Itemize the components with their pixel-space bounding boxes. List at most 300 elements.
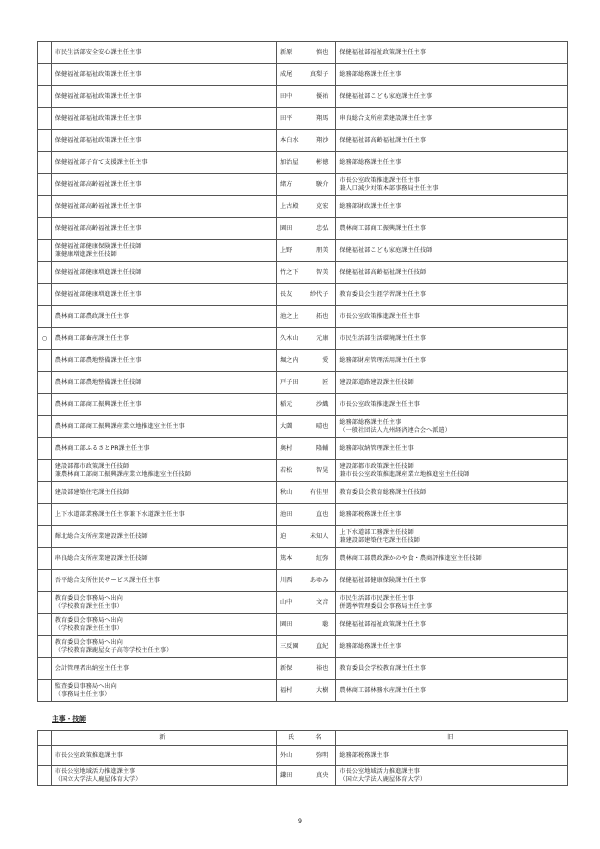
old-position-cell: [336, 570, 568, 592]
old-position-line: 保健福祉部高齢福祉課主任主事: [339, 136, 427, 144]
old-position-cell: [336, 746, 568, 766]
table-row: [38, 548, 568, 570]
family-name: 竹之下: [279, 268, 299, 276]
table-row: [38, 438, 568, 460]
new-position-line: 保健福祉部健康増進課主任技師: [54, 268, 142, 276]
family-name: 池田: [279, 510, 293, 518]
new-position-line: 市長公室地域活力推進課主事: [54, 767, 136, 775]
old-position-line: 総務部税務課主任主事: [339, 510, 402, 518]
table-row: [38, 240, 568, 262]
personnel-table: [37, 41, 568, 702]
new-position-cell: [51, 766, 276, 786]
table-row: [38, 766, 568, 786]
old-position-line: 保健福祉部健康保険課主任主事: [339, 576, 427, 584]
new-position-line: 建設部都市政策課主任技師: [54, 462, 130, 470]
old-position-cell: [336, 614, 568, 636]
table-row: [38, 42, 568, 64]
mark-cell: [38, 526, 52, 548]
name-cell: [276, 766, 335, 786]
family-name: 上野: [279, 246, 293, 254]
mark-cell: [38, 614, 52, 636]
table-row: [38, 64, 568, 86]
table-row: [38, 108, 568, 130]
page-number: 9: [298, 818, 302, 825]
new-position-cell: [51, 284, 276, 306]
old-position-line: 総務部財産管理活用課主任主事: [339, 356, 427, 364]
mark-cell: [38, 42, 52, 64]
given-name: 紗代子: [309, 290, 329, 298]
given-name: 晴也: [316, 422, 329, 430]
family-name: 大薗: [279, 422, 293, 430]
mark-cell: [38, 240, 52, 262]
given-name: 聡: [322, 620, 329, 628]
new-position-line: 吾平総合支所住民サービス課主任主事: [54, 576, 160, 584]
name-cell: [276, 130, 335, 152]
old-position-cell: [336, 130, 568, 152]
mark-cell: [38, 592, 52, 614]
family-name: 三反園: [279, 642, 299, 650]
name-cell: [276, 460, 335, 482]
table-row: [38, 196, 568, 218]
table-row: [38, 416, 568, 438]
old-position-cell: [336, 262, 568, 284]
name-cell: [276, 526, 335, 548]
mark-cell: [38, 680, 52, 702]
old-position-line: 総務部収納管理課主任主事: [339, 444, 414, 452]
name-cell: [276, 680, 335, 702]
table-row: [38, 372, 568, 394]
personnel-table-body: [38, 42, 568, 702]
table-row: [38, 130, 568, 152]
family-name: 戸子田: [279, 378, 299, 386]
mark-cell: [38, 460, 52, 482]
table-row: [38, 460, 568, 482]
name-cell: [276, 262, 335, 284]
name-cell: [276, 372, 335, 394]
old-position-line: （国立大学法人鹿屋体育大学）: [339, 775, 427, 783]
old-position-cell: [336, 438, 568, 460]
new-position-line: 保健福祉部福祉政策課主任主事: [54, 70, 142, 78]
new-position-line: 輝北総合支所産業建設課主任技師: [54, 532, 148, 540]
given-name: 真梨子: [309, 70, 329, 78]
old-position-cell: [336, 152, 568, 174]
old-position-cell: [336, 108, 568, 130]
mark-cell: [38, 108, 52, 130]
table-row: [38, 636, 568, 658]
old-position-line: 総務部総務課主任主事: [339, 642, 402, 650]
new-position-cell: [51, 350, 276, 372]
given-name: 忠弘: [316, 224, 329, 232]
family-name: 緒方: [279, 180, 293, 188]
old-position-line: 総務部財政課主任主事: [339, 202, 402, 210]
name-cell: [276, 152, 335, 174]
old-position-line: 兼人口減少対策本部事務局主任主事: [339, 184, 439, 192]
family-name: 川西: [279, 576, 293, 584]
given-name: 紅弥: [316, 554, 329, 562]
new-position-line: （学校教育課主任主事）: [54, 602, 123, 610]
mark-cell: ○: [38, 328, 52, 350]
old-position-line: 保健福祉部福祉政策課主任主事: [339, 48, 427, 56]
new-position-cell: [51, 570, 276, 592]
new-position-line: 保健福祉部高齢福祉課主任主事: [54, 180, 142, 188]
old-position-cell: [336, 680, 568, 702]
table-row: [38, 746, 568, 766]
family-name: 若松: [279, 466, 293, 474]
new-position-cell: [51, 548, 276, 570]
family-name: 池之上: [279, 312, 299, 320]
new-position-cell: [51, 614, 276, 636]
given-name: 匠: [322, 378, 329, 386]
family-name: 本白水: [279, 136, 299, 144]
old-position-line: 兼建設部建築住宅課主任技師: [339, 536, 420, 544]
mark-cell: [38, 636, 52, 658]
mark-cell: [38, 372, 52, 394]
given-name: 沙織: [316, 400, 329, 408]
old-position-header: 旧: [336, 731, 568, 746]
new-position-cell: [51, 42, 276, 64]
old-position-line: 市長公室政策推進課主任主事: [339, 176, 420, 184]
given-name: あゆみ: [309, 576, 329, 584]
new-position-line: 兼健康増進課主任技師: [54, 250, 117, 258]
family-name: 長友: [279, 290, 293, 298]
table-row: [38, 526, 568, 548]
name-cell: [276, 284, 335, 306]
name-cell: [276, 658, 335, 680]
family-name: 田平: [279, 114, 293, 122]
old-position-cell: [336, 766, 568, 786]
given-name: 真央: [316, 771, 329, 779]
new-position-header: 新: [51, 731, 276, 746]
new-position-cell: [51, 174, 276, 196]
family-name: 加治屋: [279, 158, 299, 166]
given-name: 愛: [322, 356, 329, 364]
given-name: 翔馬: [316, 114, 329, 122]
new-position-line: 農林商工部商工振興課主任主事: [54, 400, 142, 408]
table-row: [38, 680, 568, 702]
new-position-line: 監査委員事務局へ出向: [54, 682, 117, 690]
new-position-line: （国立大学法人鹿屋体育大学）: [54, 775, 142, 783]
table-row: [38, 284, 568, 306]
old-position-line: 農林商工部林務水産課主任主事: [339, 686, 427, 694]
old-position-cell: [336, 416, 568, 438]
name-cell: [276, 504, 335, 526]
old-position-line: 教育委員会学校教育課主任主事: [339, 664, 427, 672]
new-position-line: 市民生活部安全安心課主任主事: [54, 48, 142, 56]
given-name: 未知人: [309, 532, 329, 540]
new-position-line: 農林商工部商工振興課産業立地推進室主任主事: [54, 422, 185, 430]
table-row: [38, 350, 568, 372]
mark-header-cell: [38, 731, 52, 746]
staff-table: [37, 730, 568, 786]
given-name: 駿介: [316, 180, 329, 188]
old-position-cell: [336, 482, 568, 504]
mark-cell: [38, 548, 52, 570]
old-position-line: 市民生活部生活環境課主任主事: [339, 334, 427, 342]
name-cell: [276, 108, 335, 130]
family-name: 堀之内: [279, 356, 299, 364]
table-row: [38, 218, 568, 240]
old-position-cell: [336, 174, 568, 196]
table-row: [38, 306, 568, 328]
new-position-line: 建設部建築住宅課主任技師: [54, 488, 130, 496]
mark-cell: [38, 218, 52, 240]
old-position-cell: [336, 526, 568, 548]
new-position-cell: [51, 64, 276, 86]
old-position-line: 市民生活部市民課主任主事: [339, 594, 414, 602]
given-name: 裕也: [316, 664, 329, 672]
given-name: 元康: [316, 334, 329, 342]
mark-cell: [38, 394, 52, 416]
mark-cell: [38, 350, 52, 372]
mark-cell: [38, 64, 52, 86]
new-position-cell: [51, 306, 276, 328]
new-position-cell: [51, 482, 276, 504]
new-position-cell: [51, 504, 276, 526]
mark-cell: [38, 658, 52, 680]
family-name: 秋山: [279, 488, 293, 496]
table-row: [38, 152, 568, 174]
given-name: 克宏: [316, 202, 329, 210]
old-position-line: 総務部総務課主任主事: [339, 418, 402, 426]
given-name: 慎也: [316, 48, 329, 56]
old-position-line: 農林商工部商工振興課主任主事: [339, 224, 427, 232]
old-position-cell: [336, 460, 568, 482]
given-name: 弥明: [316, 751, 329, 759]
mark-cell: [38, 766, 52, 786]
mark-cell: [38, 262, 52, 284]
new-position-cell: [51, 592, 276, 614]
new-position-line: 市長公室政策推進課主事: [54, 751, 123, 759]
family-name: 園田: [279, 224, 293, 232]
new-position-line: （事務局主任主事）: [54, 690, 111, 698]
mark-cell: [38, 284, 52, 306]
old-position-line: 市長公室政策推進課主任主事: [339, 400, 420, 408]
old-position-line: 教育委員会生涯学習課主任主事: [339, 290, 427, 298]
given-name: 拓也: [316, 312, 329, 320]
old-position-line: 兼市長公室政策推進課産業立地推進室主任技師: [339, 470, 470, 478]
old-position-line: 保健福祉部こども家庭課主任主事: [339, 92, 433, 100]
old-position-cell: [336, 394, 568, 416]
name-cell: [276, 328, 335, 350]
mark-cell: [38, 570, 52, 592]
old-position-cell: [336, 240, 568, 262]
name-cell: [276, 174, 335, 196]
mark-cell: [38, 306, 52, 328]
old-position-cell: [336, 42, 568, 64]
table-row: [38, 504, 568, 526]
new-position-cell: [51, 658, 276, 680]
new-position-cell: [51, 438, 276, 460]
new-position-line: 保健福祉部福祉政策課主任主事: [54, 136, 142, 144]
old-position-line: 保健福祉部高齢福祉課主任技師: [339, 268, 427, 276]
old-position-line: 教育委員会教育総務課主任技師: [339, 488, 427, 496]
given-name: 優祐: [316, 92, 329, 100]
family-name: 園田: [279, 620, 293, 628]
name-cell: [276, 64, 335, 86]
new-position-cell: [51, 746, 276, 766]
name-cell: [276, 416, 335, 438]
old-position-cell: [336, 86, 568, 108]
table-row: [38, 174, 568, 196]
new-position-line: 保健福祉部福祉政策課主任主事: [54, 92, 142, 100]
name-cell: [276, 240, 335, 262]
old-position-cell: [336, 636, 568, 658]
old-position-line: 総務部総務課主任主事: [339, 70, 402, 78]
family-name: 新保: [279, 664, 293, 672]
new-position-cell: [51, 636, 276, 658]
old-position-cell: [336, 328, 568, 350]
old-position-cell: [336, 592, 568, 614]
mark-cell: [38, 438, 52, 460]
old-position-line: 保健福祉部こども家庭課主任技師: [339, 246, 433, 254]
old-position-line: 農林商工部農政課かのや食・農商評推進室主任技師: [339, 554, 482, 562]
new-position-line: （学校教育課主任主事）: [54, 624, 123, 632]
old-position-cell: [336, 548, 568, 570]
new-position-cell: [51, 328, 276, 350]
name-cell: [276, 746, 335, 766]
mark-cell: [38, 504, 52, 526]
old-position-line: 保健福祉部福祉政策課主任主事: [339, 620, 427, 628]
name-cell: [276, 614, 335, 636]
new-position-line: 保健福祉部高齢福祉課主任主事: [54, 224, 142, 232]
old-position-line: 総務部総務課主任主事: [339, 158, 402, 166]
old-position-cell: [336, 196, 568, 218]
name-cell: [276, 196, 335, 218]
name-cell: [276, 592, 335, 614]
given-name: 智晃: [316, 466, 329, 474]
new-position-cell: [51, 86, 276, 108]
table-row: [38, 482, 568, 504]
mark-cell: [38, 86, 52, 108]
new-position-cell: [51, 262, 276, 284]
new-position-line: 串良総合支所産業建設課主任技師: [54, 554, 148, 562]
new-position-line: 上下水道部業務課主任主事兼下水道課主任主事: [54, 510, 185, 518]
old-position-cell: [336, 64, 568, 86]
new-position-line: 教育委員会事務局へ出向: [54, 594, 123, 602]
family-name: 成尾: [279, 70, 293, 78]
given-name: 翔沙: [316, 136, 329, 144]
old-position-cell: [336, 284, 568, 306]
staff-table-body: [38, 731, 568, 786]
new-position-cell: [51, 240, 276, 262]
old-position-line: 建設部道路建設課主任技師: [339, 378, 414, 386]
mark-cell: [38, 152, 52, 174]
old-position-line: 串良総合支所産業建設課主任主事: [339, 114, 433, 122]
new-position-line: 保健福祉部高齢福祉課主任主事: [54, 202, 142, 210]
family-name: 久木山: [279, 334, 299, 342]
name-cell: [276, 86, 335, 108]
table-row: [38, 570, 568, 592]
given-name: 朋美: [316, 246, 329, 254]
table-row: [38, 658, 568, 680]
new-position-line: 保健福祉部健康保険課主任技師: [54, 242, 142, 250]
old-position-line: 市長公室地域活力推進課主事: [339, 767, 420, 775]
family-name: 稲元: [279, 400, 293, 408]
given-name: 隆輔: [316, 444, 329, 452]
family-name: 福村: [279, 686, 293, 694]
mark-cell: [38, 416, 52, 438]
old-position-cell: [336, 306, 568, 328]
new-position-line: 兼農林商工部商工振興課産業立地推進室主任技師: [54, 470, 191, 478]
new-position-line: 保健福祉部福祉政策課主任主事: [54, 114, 142, 122]
table-row: [38, 86, 568, 108]
table-row: [38, 614, 568, 636]
table-row: [38, 394, 568, 416]
section-title: 主事・技師: [52, 715, 86, 723]
family-name: 新原: [279, 48, 293, 56]
mark-cell: [38, 196, 52, 218]
new-position-line: 農林商工部農地整備課主任主事: [54, 356, 142, 364]
family-name: 迫: [279, 532, 287, 540]
new-position-line: 農林商工部農地整備課主任技師: [54, 378, 142, 386]
new-position-line: 会計管理者出納室主任主事: [54, 664, 130, 672]
new-position-line: 農林商工部農政課主任主事: [54, 312, 130, 320]
name-header: 氏 名: [276, 731, 335, 746]
name-cell: [276, 438, 335, 460]
family-name: 田中: [279, 92, 293, 100]
new-position-cell: [51, 152, 276, 174]
name-cell: [276, 394, 335, 416]
new-position-cell: [51, 680, 276, 702]
new-position-line: 教育委員会事務局へ出向: [54, 616, 123, 624]
family-name: 外山: [279, 751, 293, 759]
new-position-cell: [51, 130, 276, 152]
name-cell: [276, 218, 335, 240]
name-cell: [276, 570, 335, 592]
given-name: 直紀: [316, 642, 329, 650]
new-position-line: 保健福祉部健康増進課主任主事: [54, 290, 142, 298]
family-name: 鎌田: [279, 771, 293, 779]
new-position-line: 保健福祉部子育て支援課主任主事: [54, 158, 148, 166]
given-name: 大樹: [316, 686, 329, 694]
old-position-cell: [336, 218, 568, 240]
new-position-cell: [51, 394, 276, 416]
old-position-cell: [336, 350, 568, 372]
new-position-line: 農林商工部畜産課主任主事: [54, 334, 130, 342]
name-cell: [276, 306, 335, 328]
old-position-line: 建設部都市政策課主任技師: [339, 462, 414, 470]
new-position-cell: [51, 218, 276, 240]
family-name: 篤本: [279, 554, 293, 562]
mark-cell: [38, 174, 52, 196]
given-name: 智美: [316, 268, 329, 276]
old-position-line: 市長公室政策推進課主任主事: [339, 312, 420, 320]
new-position-cell: [51, 196, 276, 218]
new-position-cell: [51, 416, 276, 438]
family-name: 山中: [279, 598, 293, 606]
name-cell: [276, 548, 335, 570]
new-position-cell: [51, 372, 276, 394]
family-name: 上古殿: [279, 202, 299, 210]
mark-cell: [38, 746, 52, 766]
table-row: [38, 592, 568, 614]
name-cell: [276, 42, 335, 64]
table-header-row: [38, 731, 568, 746]
name-cell: [276, 350, 335, 372]
family-name: 奥村: [279, 444, 293, 452]
name-cell: [276, 636, 335, 658]
new-position-cell: [51, 460, 276, 482]
given-name: 彬徳: [316, 158, 329, 166]
old-position-line: 併選挙管理委員会事務局主任主事: [339, 602, 433, 610]
given-name: 直也: [316, 510, 329, 518]
new-position-cell: [51, 526, 276, 548]
new-position-line: 農林商工部ふるさとPR課主任主事: [54, 444, 150, 452]
name-cell: [276, 482, 335, 504]
mark-cell: [38, 130, 52, 152]
table-row: [38, 262, 568, 284]
old-position-line: 上下水道部工務課主任技師: [339, 528, 414, 536]
